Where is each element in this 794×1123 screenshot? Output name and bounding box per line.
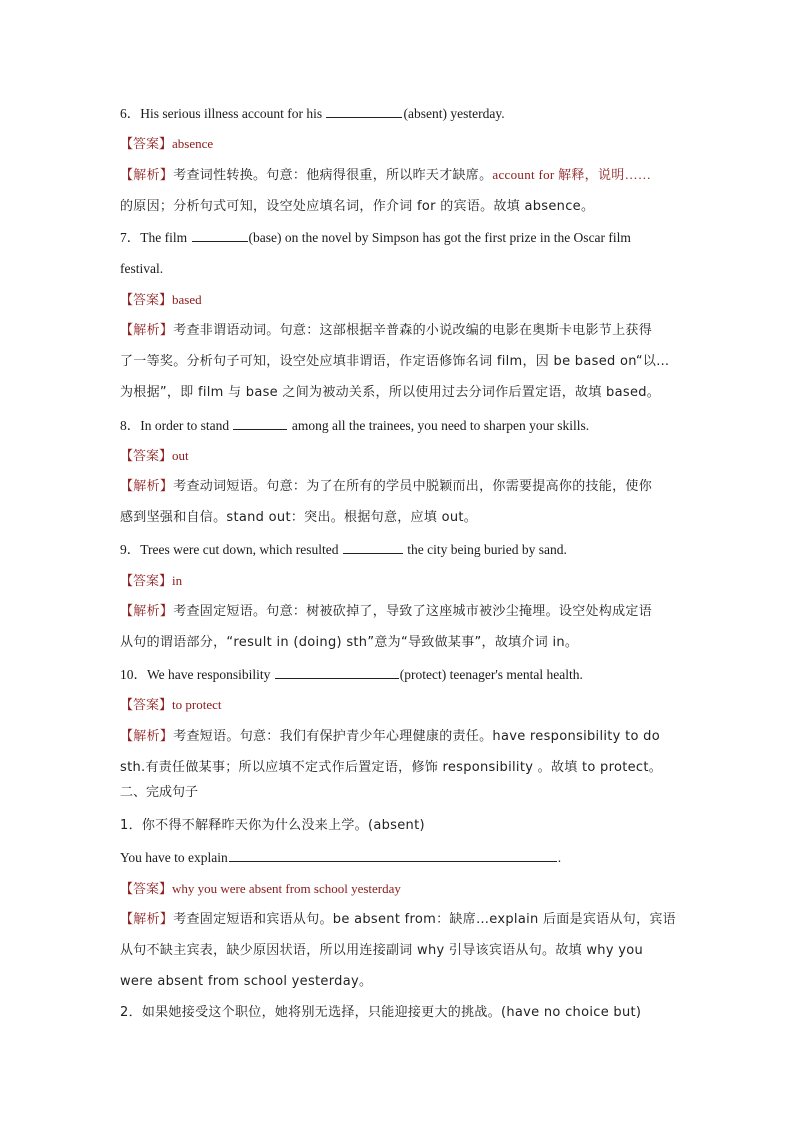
answer-blank — [233, 416, 287, 430]
answer-8 — [120, 447, 189, 466]
answer-tag: 【答案】 — [120, 882, 173, 897]
answer-blank — [343, 540, 403, 554]
answer-tag: 【答案】 — [120, 293, 173, 308]
question-text: 7．The film — [120, 230, 191, 245]
answer-blank — [275, 665, 399, 679]
explanation-text: 考查固定短语。句意：树被砍掉了，导致了这座城市被沙尘掩埋。设空处构成定语 — [173, 604, 653, 619]
answer-text: out — [172, 448, 189, 463]
explain-tag: 【解析】 — [120, 729, 174, 744]
explanation-text: account for 解释，说明…… — [492, 167, 652, 182]
explain-tag: 【解析】 — [120, 323, 174, 338]
answer-text: to protect — [172, 697, 222, 712]
explanation-10 — [120, 728, 660, 746]
answer-6 — [120, 135, 213, 154]
explanation-7-cont: 了一等奖。分析句子可知，设空处应填非谓语，作定语修饰名词 film，因 be based on“以… — [120, 354, 670, 369]
fill-suffix: . — [557, 850, 562, 865]
explanation-text: sth.有责任做某事；所以应填不定式作后置定语，修饰 responsibility 。故填 to protect。 — [120, 760, 663, 775]
explanation-text: 考查词性转换。句意：他病得很重，所以昨天才缺席。 — [173, 168, 493, 183]
explanation-text: 考查短语。句意：我们有保护青少年心理健康的责任。have responsibility to do — [173, 729, 660, 744]
answer-tag: 【答案】 — [120, 137, 173, 152]
question-text: 8．In order to stand — [120, 418, 233, 433]
answer-text: absence — [172, 136, 214, 151]
section-heading: 二、完成句子 — [120, 785, 199, 800]
explanation-text: 考查动词短语。句意：为了在所有的学员中脱颖而出，你需要提高你的技能，使你 — [173, 479, 653, 494]
question-10 — [120, 665, 583, 684]
explanation-9-cont: 从句的谓语部分，“result in (doing) sth”意为“导致做某事”，故填介词 in。 — [120, 635, 579, 650]
question-text: the city being buried by sand. — [403, 542, 567, 557]
question-text: 9．Trees were cut down, which resulted — [120, 542, 342, 557]
answer-blank — [229, 848, 557, 862]
question-text: 6．His serious illness account for his — [120, 106, 326, 121]
question-6 — [120, 104, 505, 123]
explain-tag: 【解析】 — [120, 168, 174, 183]
question-7 — [120, 228, 631, 247]
explanation-8-cont: 感到坚强和自信。stand out：突出。根据句意，应填 out。 — [120, 510, 478, 525]
fill-prefix: You have to explain — [120, 850, 228, 865]
question-text: among all the trainees, you need to sharpen your skills. — [288, 418, 590, 433]
explanation-9 — [120, 603, 652, 621]
sentence-2-prompt: 2．如果她接受这个职位，她将别无选择，只能迎接更大的挑战。(have no choice but) — [120, 1005, 642, 1020]
explanation-7 — [120, 322, 652, 340]
explain-tag: 【解析】 — [120, 604, 174, 619]
answer-text: in — [172, 573, 183, 588]
question-8 — [120, 416, 589, 435]
explanation-6-cont: 的原因；分析句式可知，设空处应填名词，作介词 for 的宾语。故填 absence。 — [120, 199, 595, 214]
answer-tag: 【答案】 — [120, 698, 173, 713]
explanation-8 — [120, 478, 652, 496]
explain-tag: 【解析】 — [120, 479, 174, 494]
answer-tag: 【答案】 — [120, 574, 173, 589]
explanation-sentence-1-cont: were absent from school yesterday。 — [120, 974, 373, 989]
sentence-1-prompt: 1．你不得不解释昨天你为什么没来上学。(absent) — [120, 818, 425, 833]
explanation-7-cont: 为根据”，即 film 与 base 之间为被动关系，所以使用过去分词作后置定语，故填 based。 — [120, 385, 661, 400]
answer-7 — [120, 291, 202, 310]
explain-tag: 【解析】 — [120, 912, 174, 927]
answer-9 — [120, 572, 182, 591]
answer-tag: 【答案】 — [120, 449, 173, 464]
sentence-1-fill — [120, 848, 561, 867]
explanation-10-cont — [120, 759, 662, 777]
explanation-sentence-1 — [120, 911, 676, 929]
question-text: (base) on the novel by Simpson has got the first prize in the Oscar film — [248, 230, 631, 245]
answer-10 — [120, 696, 221, 715]
question-text: (absent) yesterday. — [403, 106, 505, 121]
answer-text: why you were absent from school yesterday — [172, 881, 401, 896]
answer-sentence-1 — [120, 880, 401, 899]
explanation-text: 考查固定短语和宾语从句。be absent from：缺席…explain 后面是宾语从句，宾语 — [173, 912, 676, 927]
explanation-6 — [120, 166, 651, 185]
explanation-text: 考查非谓语动词。句意：这部根据辛普森的小说改编的电影在奥斯卡电影节上获得 — [173, 323, 653, 338]
question-9 — [120, 540, 567, 559]
answer-blank — [326, 104, 402, 118]
question-text: (protect) teenager's mental health. — [399, 667, 583, 682]
question-7-cont: festival. — [120, 261, 164, 276]
explanation-sentence-1-cont: 从句不缺主宾表，缺少原因状语，所以用连接副词 why 引导该宾语从句。故填 why you — [120, 943, 644, 958]
answer-text: based — [172, 292, 202, 307]
question-text: 10．We have responsibility — [120, 667, 274, 682]
answer-blank — [192, 228, 248, 242]
